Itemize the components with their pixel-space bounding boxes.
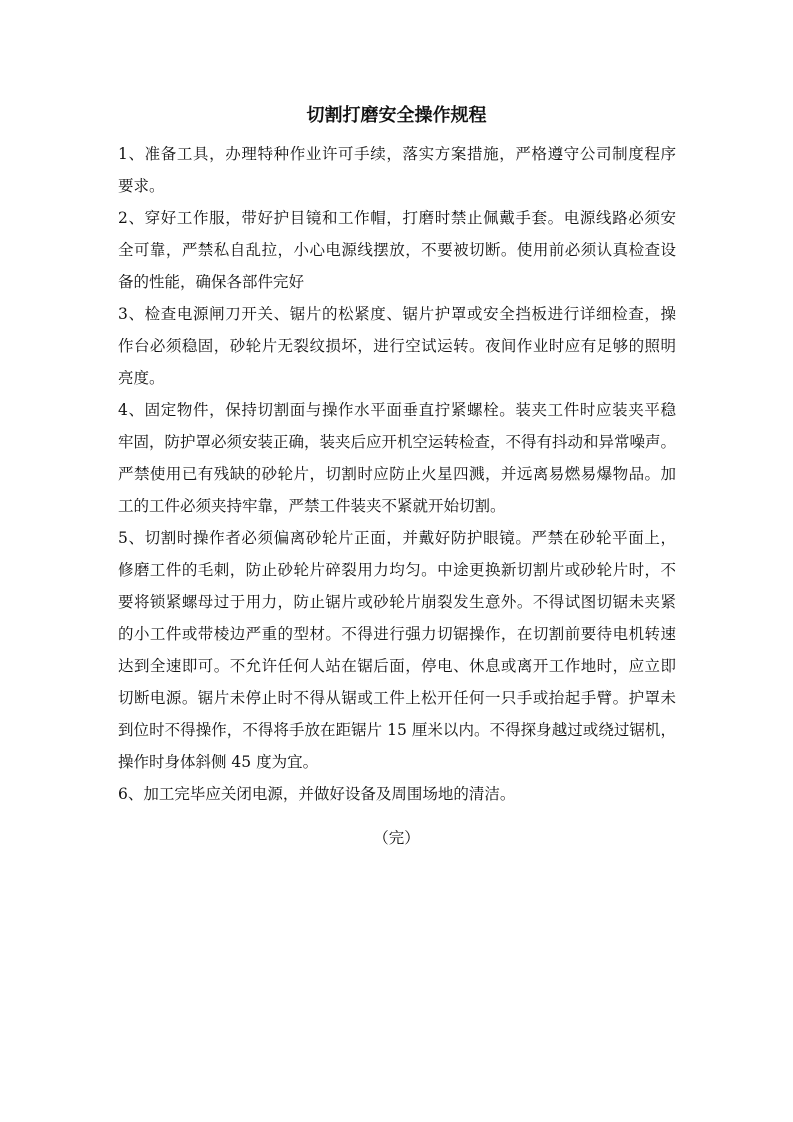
text-line: 5、切割时操作者必须偏离砂轮片正面，并戴好防护眼镜。严禁在砂轮平面上， (118, 529, 676, 547)
text-line: 亮度。 (118, 369, 165, 387)
paragraph-2 (118, 206, 676, 302)
text-line: 到位时不得操作，不得将手放在距锯片 15 厘米以内。不得探身越过或绕过锯机， (118, 721, 676, 739)
text-line: 严禁使用已有残缺的砂轮片，切割时应防止火星四溅，并远离易燃易爆物品。加 (118, 465, 676, 483)
document-body (118, 142, 676, 814)
paragraph-3 (118, 302, 676, 398)
document-title: 切割打磨安全操作规程 (306, 105, 487, 126)
text-line: 要求。 (118, 177, 165, 195)
text-line: 备的性能，确保各部件完好 (118, 273, 305, 291)
text-line: 3、检查电源闸刀开关、锯片的松紧度、锯片护罩或安全挡板进行详细检查，操 (118, 305, 676, 323)
text-line: 切断电源。锯片未停止时不得从锯或工件上松开任何一只手或抬起手臂。护罩未 (118, 689, 676, 707)
text-line: 作台必须稳固，砂轮片无裂纹损坏，进行空试运转。夜间作业时应有足够的照明 (118, 337, 676, 355)
text-line: 修磨工件的毛刺，防止砂轮片碎裂用力均匀。中途更换新切割片或砂轮片时，不 (118, 561, 676, 579)
text-line: 牢固，防护罩必须安装正确，装夹后应开机空运转检查，不得有抖动和异常噪声。 (118, 433, 677, 451)
text-line: 要将锁紧螺母过于用力，防止锯片或砂轮片崩裂发生意外。不得试图切锯未夹紧 (118, 593, 676, 611)
text-line: 2、穿好工作服，带好护目镜和工作帽，打磨时禁止佩戴手套。电源线路必须安 (118, 209, 676, 227)
end-mark: （完） (373, 829, 420, 847)
text-line: 6、加工完毕应关闭电源，并做好设备及周围场地的清洁。 (118, 785, 516, 803)
text-line: 1、准备工具，办理特种作业许可手续，落实方案措施，严格遵守公司制度程序 (118, 145, 676, 163)
text-line: 全可靠，严禁私自乱拉，小心电源线摆放，不要被切断。使用前必须认真检查设 (118, 241, 676, 259)
paragraph-1 (118, 142, 676, 206)
text-line: 4、固定物件，保持切割面与操作水平面垂直拧紧螺栓。装夹工件时应装夹平稳 (118, 401, 676, 419)
text-line: 工的工件必须夹持牢靠，严禁工件装夹不紧就开始切割。 (118, 497, 506, 515)
text-line: 达到全速即可。不允许任何人站在锯后面，停电、休息或离开工作地时，应立即 (118, 657, 676, 675)
text-line: 的小工件或带棱边严重的型材。不得进行强力切锯操作，在切割前要待电机转速 (118, 625, 676, 643)
text-line: 操作时身体斜侧 45 度为宜。 (118, 753, 319, 771)
paragraph-6 (118, 782, 676, 814)
paragraph-4 (118, 398, 676, 526)
paragraph-5 (118, 526, 676, 782)
